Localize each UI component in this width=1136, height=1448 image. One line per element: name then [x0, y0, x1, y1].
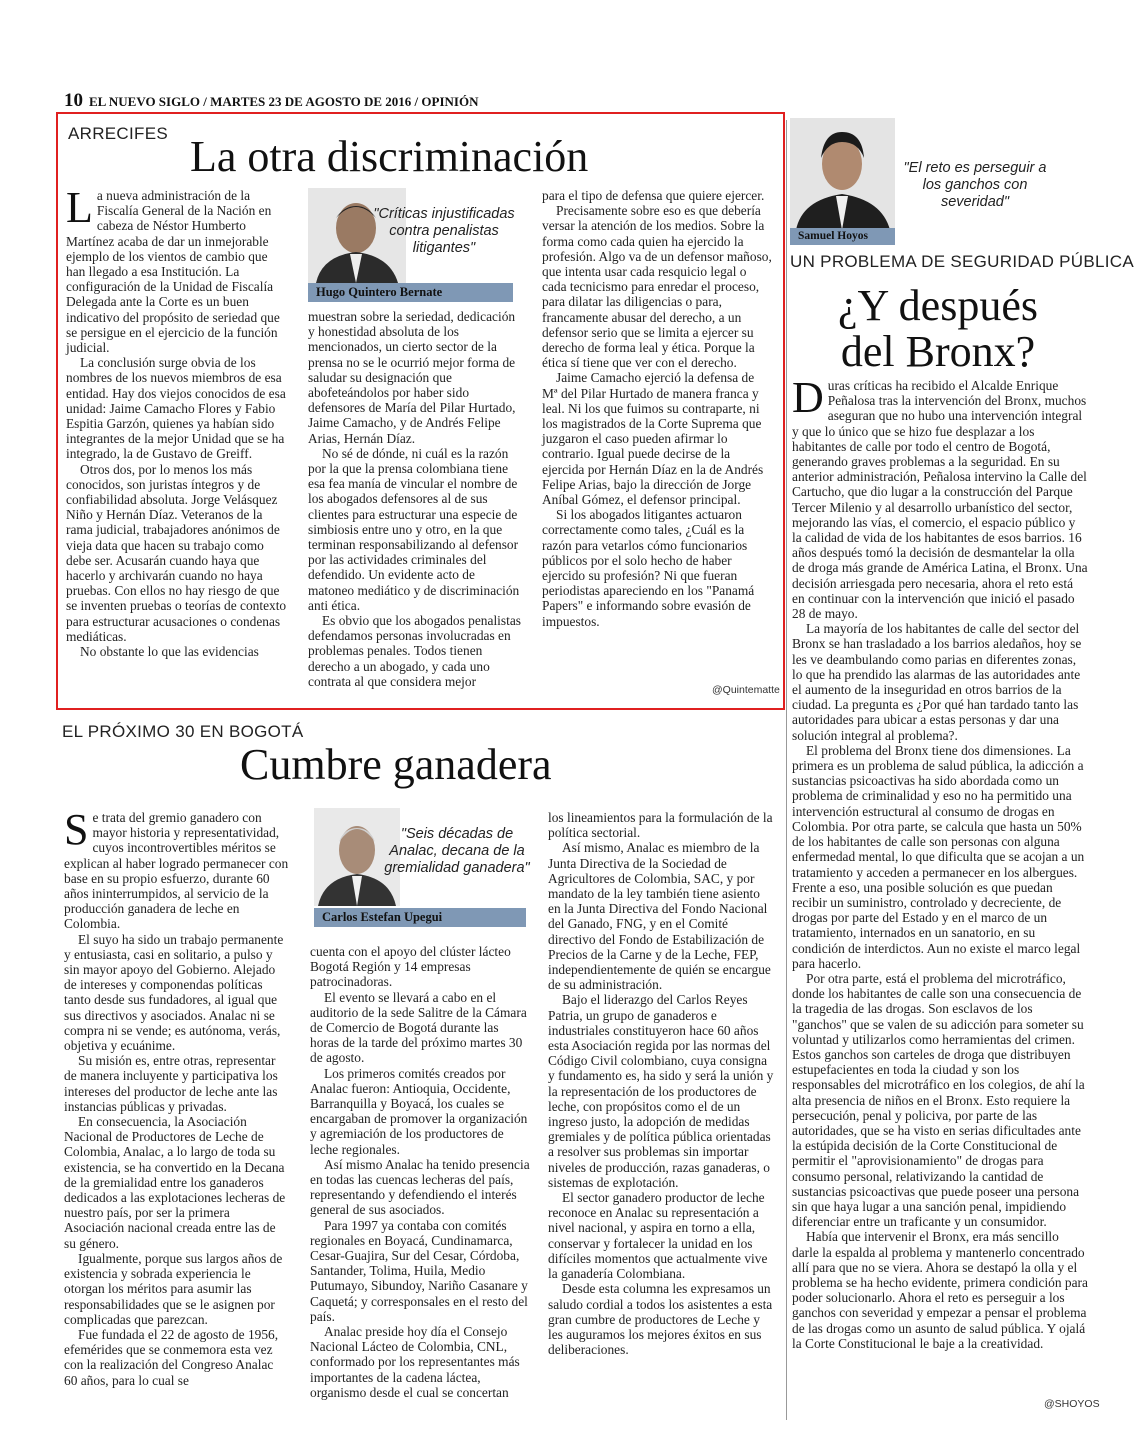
paragraph: Su misión es, entre otras, representar de manera incluyente y participativa los intereses del productor de leche ante las instancias públicas y privadas.: [64, 1053, 278, 1114]
author-name-bar: Hugo Quintero Bernate: [308, 283, 513, 302]
paragraph: muestran sobre la seriedad, dedicación y honestidad absoluta de los mencionados, un cierto sector de la prensa no se le ocurrió mejor forma de saludar su designación que abofeteándolos por haber sido defensores de María del Pilar Hurtado, Jaime Camacho, y de Andrés Felipe Arias, Hernán Díaz.: [308, 309, 516, 446]
paragraph: Así mismo, Analac es miembro de la Junta Directiva de la Sociedad de Agricultores de Colombia, SAC, y por mandato de la ley también tiene asiento en la Junta Directiva del Fondo Nacional del Ganado, FNG, y en el Comité directivo del Fondo de Estabilización de Precios de la Carne y de la Leche, FEP, independientemente de quién se encargue de su administración.: [548, 840, 771, 993]
headline-line-2: del Bronx?: [840, 327, 1036, 377]
article3-kicker: UN PROBLEMA DE SEGURIDAD PÚBLICA: [790, 252, 1135, 271]
page-folio: [64, 90, 478, 112]
author-photo-samuel: [790, 118, 895, 230]
author-handle: @SHOYOS: [1044, 1398, 1100, 1410]
article2-pull-quote: "Seis décadas de Analac, decana de la gremialidad ganadera": [384, 826, 530, 876]
dropcap: L: [66, 183, 93, 232]
article1-column-1: [66, 183, 288, 660]
folio-line: EL NUEVO SIGLO / MARTES 23 DE AGOSTO DE 2016 / OPINIÓN: [89, 94, 479, 109]
author-handle: @Quintematte: [712, 684, 780, 696]
article1-kicker: ARRECIFES: [68, 124, 168, 143]
paragraph: Precisamente sobre eso es que debería versar la atención de los medios. Sobre la forma como cada quien ha ejercido la profesión. Algo va de un defensor mañoso, que intenta usar cada resquicio legal o cada tecnicismo para enredar el proceso, para dilatar las diligencias o para, francamente abusar del derecho, a un defensor serio que se limita a ejercer su derecho de forma leal y ética. Porque la ética sí tiene que ver con el derecho.: [542, 203, 772, 371]
paragraph: Es obvio que los abogados penalistas defendamos personas involucradas en problemas penales. Todos tienen derecho a un abogado, y cada uno contrata al que considera mejor: [308, 613, 521, 689]
paragraph: los lineamientos para la formulación de la política sectorial.: [548, 810, 773, 841]
paragraph: Había que intervenir el Bronx, era más sencillo darle la espalda al problema y mantenerlo concentrado allí para que no se viera. Ahora se destapó la olla y el problema se ha hecho evidente, primera condición para poder solucionarlo. Ahora el reto es perseguir a los ganchos con severidad y empezar a pensar el problema de las drogas como un asunto de salud pública. Y ojalá la Corte Constitucional le baje a la creatividad.: [792, 1229, 1088, 1351]
paragraph: Otros dos, por lo menos los más conocidos, son juristas íntegros y de confiabilidad absoluta. Jorge Velásquez Niño y Hernán Díaz. Veteranos de la rama judicial, trabajadores anónimos de vieja data que hacen su trabajo como debe ser. Acusarán cuando haya que hacerlo y archivarán cuando no haya pruebas. Con ellos no hay riesgo de que se inventen pruebas o teorías de contexto para estructurar acusaciones o condenas mediáticas.: [66, 461, 287, 644]
paragraph: El sector ganadero productor de leche reconoce en Analac su representación a nivel nacional, y aspira en torno a ella, conservar y fortalecer la unidad en los difíciles momentos que actualmente vive la ganadería Colombiana.: [548, 1190, 768, 1282]
article1-column-3: [542, 188, 772, 629]
article1-column-2: [308, 309, 523, 689]
paragraph: La mayoría de los habitantes de calle del sector del Bronx se han trasladado a los barrios aledaños, hoy se les ve deambulando como parias en diferentes zonas, lo que ha prendido las alarmas de las autoridades ante el aumento de la inseguridad en otros barrios de la ciudad. La pregunta es ¿Por qué han tardado tanto las autoridades para ubicar a estas personas y dar una solución integral al problema?.: [792, 621, 1082, 743]
paragraph: El evento se llevará a cabo en el auditorio de la sede Salitre de la Cámara de Comercio de Bogotá durante las horas de la tarde del próximo martes 30 de agosto.: [310, 989, 527, 1066]
article2-kicker: EL PRÓXIMO 30 EN BOGOTÁ: [62, 722, 304, 741]
paragraph: Por otra parte, está el problema del microtráfico, donde los habitantes de calle son una consecuencia de la tragedia de las drogas. Son esclavos de los "ganchos" que se valen de su adicción para someter su voluntad y utilizarlos como herramientas del crimen. Estos ganchos son carteles de droga que distribuyen estupefacientes en toda la ciudad y son los responsables del microtráfico en los colegios, de ahí la alta presencia de niños en el Bronx. Esto requiere la persecución, penal y policiva, por parte de las autoridades, que se ha visto en serias dificultades ante la estúpida decisión de la Corte Constitucional de permitir el "aprovisionamiento" de drogas para consumo personal, relativizando la cantidad de sustancias psicoactivas que puede poseer una persona sin que haya lugar a una sanción penal, impidiendo diferenciar entre un traficante y un consumidor.: [792, 970, 1085, 1230]
paragraph: Si los abogados litigantes actuaron correctamente como tales, ¿Cuál es la razón para vetarlos cómo funcionarios públicos por el solo hecho de haber ejercido su profesión? Ni que fueran periodistas apareciendo en los "Panamá Papers" e informando sobre evasión de impuestos.: [542, 507, 755, 629]
paragraph: Así mismo Analac ha tenido presencia en todas las cuencas lecheras del país, representando y defendiendo el interés general de sus asociados.: [310, 1156, 530, 1218]
paragraph: para el tipo de defensa que quiere ejercer.: [542, 188, 765, 203]
article2-column-1: [64, 805, 289, 1388]
dropcap: D: [792, 373, 824, 422]
dropcap: S: [64, 805, 89, 854]
paragraph: En consecuencia, la Asociación Nacional de Productores de Leche de Colombia, Analac, a lo largo de toda su existencia, se ha convertido en la Decana de la gremialidad entre los ganaderos dedicados a las explotaciones lecheras de nuestro país, por ser la primera Asociación nacional creada entre las de su género.: [64, 1114, 286, 1251]
author-name-bar: Carlos Estefan Upegui: [314, 908, 526, 927]
column-divider: [786, 120, 787, 1420]
portrait-image: [790, 118, 895, 230]
paragraph: a nueva administración de la Fiscalía General de la Nación en cabeza de Néstor Humberto Martínez acaba de dar un inmejorable ejemplo de los vientos de cambio que han llegado a esa Institución. La configuración de la Unidad de Fiscalía Delegada ante la Corte es un buen indicativo del propósito de seriedad que se persigue en el ejercicio de la función judicial.: [66, 188, 280, 356]
article2-headline: Cumbre ganadera: [240, 740, 552, 789]
paragraph: El suyo ha sido un trabajo permanente y entusiasta, casi en solitario, a pulso y sin mayor apoyo del Gobierno. Alejado de intereses y componendas políticas tanto desde sus fundadores, al igual que sus directivos y asociados. Analac ni se compra ni se vende; es autónoma, verás, objetiva y ecuánime.: [64, 931, 284, 1054]
page-number: 10: [64, 90, 83, 111]
article2-column-2: [310, 944, 530, 1400]
article1-pull-quote: "Críticas injustificadas contra penalistas litigantes": [373, 206, 515, 256]
article3-column: [792, 373, 1088, 1351]
author-name-bar: Samuel Hoyos: [790, 228, 895, 245]
headline-line-1: ¿Y después: [838, 281, 1038, 330]
paragraph: El problema del Bronx tiene dos dimensiones. La primera es un problema de salud pública, la adicción a sustancias psicoactivas ha sido abordada como un problema de criminalidad y eso no ha permitido una intervención estructural al consumo de drogas en Colombia. Por otra parte, se calcula que hasta un 50% de los habitantes de calle son personas con alguna enfermedad mental, lo que dificulta que se acojan a un tratamiento y acceden a permanecer en los albergues. Frente a eso, una posible solución es que puedan recibir un suministro, controlado y decreciente, de drogas por parte del Estado y en el marco de un tratamiento, internados en un sanatorio, en su condición de interdictos. Aun no existe el marco legal para hacerlo.: [792, 742, 1085, 971]
paragraph: No sé de dónde, ni cuál es la razón por la que la prensa colombiana tiene esa fea manía de vincular el nombre de los abogados defensores al de sus clientes para estructurar una especie de simbiosis entre uno y otro, en la que terminan responsabilizando al defensor por las actividades criminales del defendido. Un evidente acto de matoneo mediático y de discriminación anti ética.: [308, 445, 520, 613]
paragraph: Analac preside hoy día el Consejo Nacional Lácteo de Colombia, CNL, conformado por los representantes más importantes de la cadena láctea, organismo desde el cual se concertan: [310, 1324, 520, 1400]
paragraph: Desde esta columna les expresamos un saludo cordial a todos los asistentes a esta gran cumbre de productores de Leche y les auguramos los mejores éxitos en sus deliberaciones.: [548, 1281, 773, 1358]
paragraph: Jaime Camacho ejerció la defensa de Mª del Pilar Hurtado de manera franca y leal. Ni los que fuimos su contraparte, ni los magistrados de la Corte Suprema que juzgaron el caso pueden afirmar lo contrario. Igual puede decirse de la ejercida por Hernán Díaz en la de Andrés Felipe Arias, bajo la dirección de Jorge Aníbal Gómez, el defensor principal.: [542, 370, 764, 508]
article3-headline: [790, 283, 1086, 375]
paragraph: uras críticas ha recibido el Alcalde Enrique Peñalosa tras la intervención del Bronx, muchos aseguran que no hubo una intervención integral y que lo único que se hizo fue desplazar a los habitantes de calle por todo el centro de Bogotá, generando graves problemas a la seguridad. En su anterior administración, Peñalosa intervino la Calle del Cartucho, que dio lugar a la construcción del Parque Tercer Milenio y al desarrollo urbanístico del sector, mejorando las vías, el comercio, el espacio público y la calidad de vida de los habitantes de esos barrios. 16 años después tomó la decisión de desmantelar la olla de droga más grande de América Latina, el Bronx. Una decisión arriesgada pero necesaria, ahora el reto está en continuar con la intervención que inició el pasado 28 de mayo.: [792, 378, 1088, 622]
paragraph: cuenta con el apoyo del clúster lácteo Bogotá Región y 14 empresas patrocinadoras.: [310, 944, 511, 990]
paragraph: Bajo el liderazgo del Carlos Reyes Patria, un grupo de ganaderos e industriales constituyeron hace 60 años esta Asociación regida por las normas del Código Civil colombiano, cuya consigna y fundamento es, ha sido y será la unión y la representación de los productores de leche, con propósitos como el de un ingreso justo, la adopción de medidas gremiales y de política pública orientadas a resolver sus problemas sin importar niveles de producción, razas ganaderas, o sistemas de explotación.: [548, 992, 774, 1190]
paragraph: Igualmente, porque sus largos años de existencia y sobrada experiencia le otorgan los méritos para asumir las responsabilidades que se le asignen por complicadas que parezcan.: [64, 1250, 283, 1327]
article1-headline: La otra discriminación: [190, 132, 589, 181]
paragraph: e trata del gremio ganadero con mayor historia y representatividad, cuyos incontrovertibles méritos se explican al haber logrado permanecer con base en su propio esfuerzo, durante 60 años ininterrumpidos, al servicio de la producción ganadera de leche en Colombia.: [64, 810, 289, 932]
paragraph: No obstante lo que las evidencias: [80, 644, 259, 660]
paragraph: Para 1997 ya contaba con comités regionales en Boyacá, Cundinamarca, Cesar-Guajira, Sur del Cesar, Córdoba, Santander, Tolima, Huila, Medio Putumayo, Sibundoy, Nariño Casanare y Caquetá; y corresponsales en el resto del país.: [310, 1217, 528, 1324]
article2-column-3: [548, 810, 774, 1357]
paragraph: La conclusión surge obvia de los nombres de los nuevos miembros de esa entidad. Hay dos viejos conocidos de esa unidad: Jaime Camacho Flores y Fabio Espitia Garzón, quienes ya habían sido integrantes de la mejor Unidad que se ha integrado, la de Gustavo de Greiff.: [66, 355, 286, 462]
paragraph: Fue fundada el 22 de agosto de 1956, efemérides que se conmemora esta vez con la realización del Congreso Analac 60 años, para lo cual se: [64, 1326, 279, 1388]
article3-pull-quote: "El reto es perseguir a los ganchos con severidad": [903, 160, 1047, 210]
paragraph: Los primeros comités creados por Analac fueron: Antioquia, Occidente, Barranquilla y Boyacá, los cuales se encargaban de promover la organización y agremiación de los productores de leche regionales.: [310, 1065, 528, 1157]
